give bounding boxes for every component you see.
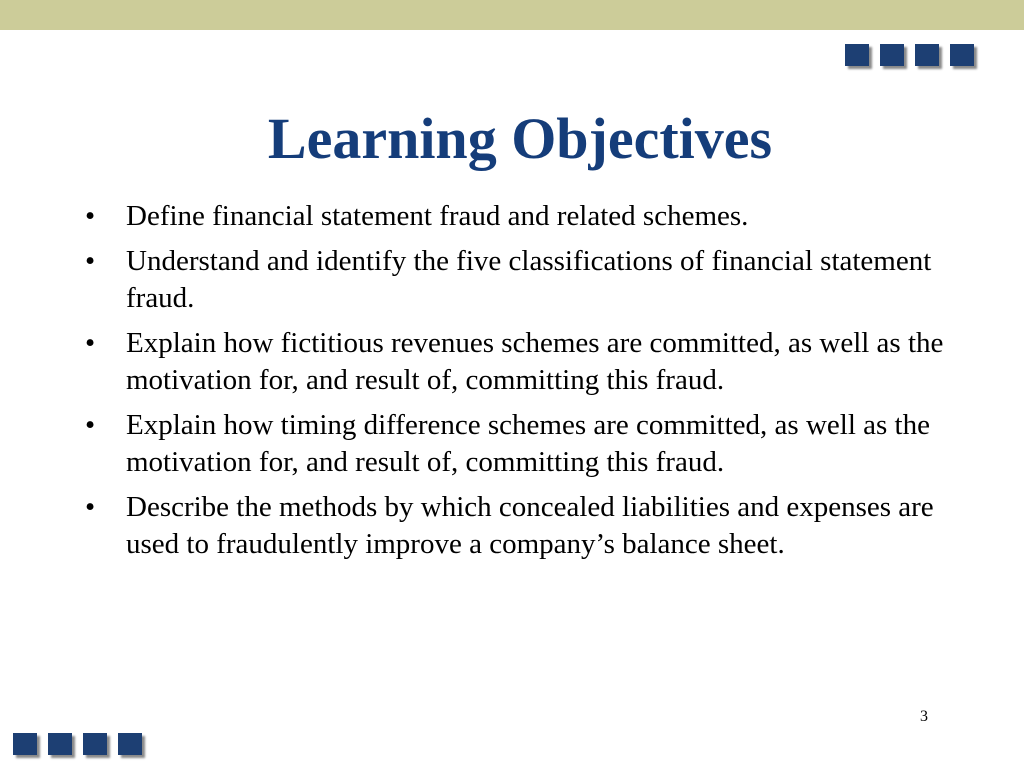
decorative-square-icon: [13, 733, 37, 755]
objective-text: Explain how timing difference schemes are committed, as well as the motivation for, and result of, committing this fraud.: [126, 409, 930, 478]
decorative-square-icon: [118, 733, 142, 755]
top-right-square-group: [845, 44, 974, 66]
objective-item: [85, 198, 955, 235]
bullet-icon: •: [85, 491, 96, 523]
objective-item: [85, 407, 955, 481]
slide-title: Learning Objectives: [267, 106, 773, 171]
decorative-square-icon: [83, 733, 107, 755]
bullet-icon: •: [85, 200, 96, 232]
objective-text: Explain how fictitious revenues schemes are committed, as well as the motivation for, and result of, committing this fraud.: [126, 327, 944, 396]
objective-text: Describe the methods by which concealed liabilities and expenses are used to fraudulently improve a company’s balance sheet.: [126, 491, 934, 560]
decorative-square-icon: [845, 44, 869, 66]
objective-item: [85, 325, 955, 399]
objectives-list: [85, 198, 955, 571]
page-number: 3: [920, 708, 928, 725]
decorative-square-icon: [950, 44, 974, 66]
objective-item: [85, 243, 955, 317]
top-decorative-bar: [0, 0, 1024, 30]
objective-text: Understand and identify the five classifications of financial statement fraud.: [126, 245, 932, 314]
bullet-icon: •: [85, 327, 96, 359]
objective-item: [85, 489, 955, 563]
objective-text: Define financial statement fraud and related schemes.: [126, 200, 749, 232]
bullet-icon: •: [85, 409, 96, 441]
bottom-left-square-group: [13, 733, 142, 755]
bullet-icon: •: [85, 245, 96, 277]
decorative-square-icon: [915, 44, 939, 66]
decorative-square-icon: [880, 44, 904, 66]
decorative-square-icon: [48, 733, 72, 755]
